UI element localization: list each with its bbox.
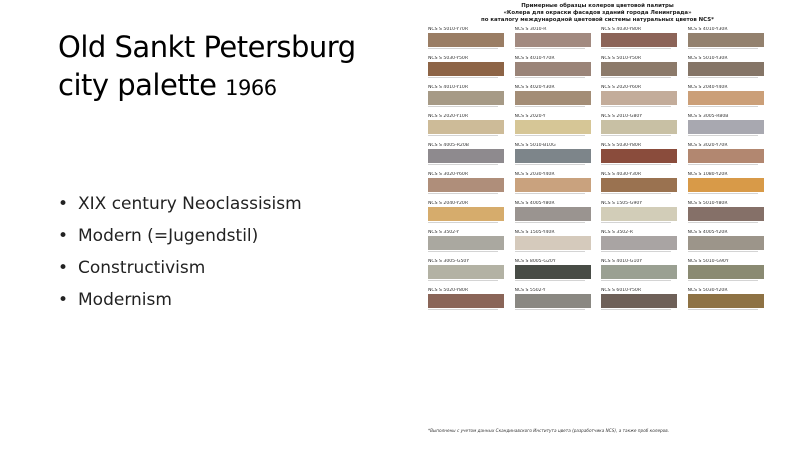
palette-heading-line: Примерные образцы колеров цветовой палитры — [521, 3, 674, 9]
swatch-cell — [601, 114, 677, 136]
swatch-cell — [688, 27, 764, 49]
swatch-code: NCS S 4010-Y30R — [687, 27, 728, 32]
swatch-cell — [428, 85, 504, 107]
bullet-item: • XIX century Neoclassisism — [58, 194, 302, 214]
swatch-caption-line — [515, 164, 585, 165]
swatch-code: NCS S 4010-Y10R — [428, 85, 469, 90]
swatch-cell — [428, 259, 504, 281]
swatch-cell — [515, 201, 591, 223]
swatch-caption-line — [688, 164, 758, 165]
swatch-caption-line — [688, 48, 758, 49]
swatch-cell — [688, 288, 764, 310]
swatch-cell — [601, 230, 677, 252]
color-swatch — [601, 265, 677, 279]
swatch-caption-line — [515, 77, 585, 78]
swatch-cell — [428, 172, 504, 194]
palette-heading — [395, 3, 800, 24]
swatch-caption-line — [515, 106, 585, 107]
swatch-code: NCS S 4020-Y30R — [514, 85, 555, 90]
swatch-caption-line — [601, 280, 671, 281]
swatch-caption-line — [515, 309, 585, 310]
color-swatch — [428, 265, 504, 279]
swatch-caption-line — [428, 48, 498, 49]
swatch-caption-line — [428, 193, 498, 194]
swatch-caption-line — [515, 135, 585, 136]
color-swatch — [688, 265, 764, 279]
color-swatch — [688, 236, 764, 250]
swatch-caption-line — [515, 193, 585, 194]
swatch-caption-line — [601, 193, 671, 194]
swatch-cell — [515, 259, 591, 281]
color-swatch — [428, 120, 504, 134]
bullet-text: Modernism — [78, 290, 172, 310]
swatch-cell — [601, 201, 677, 223]
bullet-item: • Modernism — [58, 290, 172, 310]
color-swatch — [688, 91, 764, 105]
swatch-cell — [688, 114, 764, 136]
swatch-code: NCS S 4030-Y80R — [601, 27, 642, 32]
swatch-code: NCS S 4010-Y70R — [514, 56, 555, 61]
swatch-code: NCS S 5502-Y — [514, 288, 546, 293]
swatch-code: NCS S 2010-G80Y — [601, 114, 643, 119]
swatch-cell — [515, 114, 591, 136]
color-swatch — [428, 236, 504, 250]
swatch-caption-line — [601, 251, 671, 252]
swatch-code: NCS S 2040-Y40R — [687, 85, 728, 90]
swatch-cell — [515, 230, 591, 252]
color-swatch — [601, 33, 677, 47]
color-swatch — [515, 294, 591, 308]
swatch-caption-line — [688, 77, 758, 78]
color-swatch — [601, 120, 677, 134]
swatch-caption-line — [601, 164, 671, 165]
swatch-cell — [688, 259, 764, 281]
swatch-cell — [601, 172, 677, 194]
swatch-cell — [428, 143, 504, 165]
color-swatch — [688, 207, 764, 221]
swatch-cell — [515, 288, 591, 310]
color-swatch — [601, 91, 677, 105]
swatch-caption-line — [428, 280, 498, 281]
swatch-caption-line — [688, 280, 758, 281]
palette-image — [395, 0, 800, 450]
swatch-cell — [688, 201, 764, 223]
swatch-code: NCS S 1505-Y40R — [514, 230, 555, 235]
swatch-code: NCS S 5010-Y80R — [687, 201, 728, 206]
swatch-code: NCS S 5030-Y50R — [428, 56, 469, 61]
swatch-code: NCS S 5010-Y30R — [687, 56, 728, 61]
swatch-grid — [428, 27, 764, 429]
bullet-item: • Modern (=Jugendstil) — [58, 226, 259, 246]
color-swatch — [688, 120, 764, 134]
swatch-code: NCS S 4010-G10Y — [601, 259, 643, 264]
swatch-cell — [688, 230, 764, 252]
swatch-caption-line — [515, 251, 585, 252]
swatch-code: NCS S 3005-R80B — [687, 114, 729, 119]
title-year: 1966 — [225, 76, 277, 100]
swatch-cell — [428, 288, 504, 310]
color-swatch — [601, 236, 677, 250]
swatch-code: NCS S 4005-R20B — [428, 143, 469, 148]
swatch-cell — [601, 27, 677, 49]
color-swatch — [515, 62, 591, 76]
swatch-caption-line — [688, 251, 758, 252]
swatch-code: NCS S 5010-B10G — [514, 143, 556, 148]
swatch-caption-line — [688, 106, 758, 107]
swatch-code: NCS S 8005-G20Y — [514, 259, 556, 264]
color-swatch — [515, 265, 591, 279]
color-swatch — [601, 207, 677, 221]
swatch-caption-line — [428, 309, 498, 310]
swatch-cell — [688, 85, 764, 107]
swatch-cell — [601, 288, 677, 310]
swatch-code: NCS S 3502-R — [601, 230, 633, 235]
swatch-caption-line — [428, 77, 498, 78]
palette-heading-line: по каталогу международной цветовой системы натуральных цветов NCS* — [481, 17, 714, 23]
swatch-caption-line — [428, 164, 498, 165]
swatch-caption-line — [688, 135, 758, 136]
swatch-code: NCS S 5030-Y20R — [687, 288, 728, 293]
color-swatch — [601, 294, 677, 308]
swatch-cell — [515, 172, 591, 194]
swatch-cell — [515, 56, 591, 78]
swatch-code: NCS S 1505-G90Y — [601, 201, 643, 206]
swatch-caption-line — [428, 251, 498, 252]
color-swatch — [515, 149, 591, 163]
color-swatch — [515, 207, 591, 221]
swatch-caption-line — [428, 222, 498, 223]
swatch-caption-line — [601, 309, 671, 310]
swatch-code: NCS S 3010-R — [514, 27, 547, 32]
color-swatch — [688, 33, 764, 47]
bullet-text: XIX century Neoclassisism — [78, 194, 302, 214]
swatch-caption-line — [601, 48, 671, 49]
swatch-cell — [428, 230, 504, 252]
bullet-list — [58, 188, 302, 316]
swatch-cell — [688, 56, 764, 78]
color-swatch — [515, 120, 591, 134]
color-swatch — [515, 178, 591, 192]
color-swatch — [688, 178, 764, 192]
swatch-cell — [601, 85, 677, 107]
swatch-caption-line — [515, 48, 585, 49]
swatch-code: NCS S 2040-Y20R — [428, 201, 469, 206]
swatch-cell — [428, 114, 504, 136]
swatch-caption-line — [688, 309, 758, 310]
swatch-code: NCS S 2020-Y60R — [601, 85, 642, 90]
swatch-caption-line — [515, 222, 585, 223]
swatch-cell — [515, 85, 591, 107]
color-swatch — [515, 91, 591, 105]
palette-footnote: *Выполнены с учетом данных Скандинавского Института цвета (разработчика NCS), а также проб колеров. — [428, 428, 670, 433]
swatch-caption-line — [601, 135, 671, 136]
swatch-code: NCS S 1080-Y20R — [687, 172, 728, 177]
swatch-code: NCS S 2020-Y10R — [428, 114, 469, 119]
swatch-code: NCS S 3020-Y70R — [687, 143, 728, 148]
swatch-cell — [688, 143, 764, 165]
swatch-code: NCS S 6010-Y50R — [601, 288, 642, 293]
swatch-cell — [601, 143, 677, 165]
color-swatch — [428, 294, 504, 308]
swatch-code: NCS S 3502-Y — [428, 230, 460, 235]
color-swatch — [601, 149, 677, 163]
swatch-cell — [515, 27, 591, 49]
swatch-code: NCS S 4005-Y20R — [687, 230, 728, 235]
color-swatch — [428, 62, 504, 76]
slide-title — [58, 28, 388, 107]
color-swatch — [515, 236, 591, 250]
swatch-caption-line — [688, 193, 758, 194]
swatch-caption-line — [515, 280, 585, 281]
color-swatch — [428, 207, 504, 221]
color-swatch — [688, 294, 764, 308]
color-swatch — [428, 178, 504, 192]
swatch-code: NCS S 5010-G90Y — [687, 259, 729, 264]
swatch-code: NCS S 3020-Y60R — [428, 172, 469, 177]
swatch-cell — [428, 27, 504, 49]
color-swatch — [428, 33, 504, 47]
swatch-caption-line — [601, 106, 671, 107]
bullet-item: • Constructivism — [58, 258, 206, 278]
swatch-caption-line — [601, 222, 671, 223]
swatch-cell — [601, 259, 677, 281]
swatch-cell — [428, 201, 504, 223]
color-swatch — [601, 178, 677, 192]
title-text: Old Sankt Petersburg city palette — [58, 30, 356, 102]
color-swatch — [688, 62, 764, 76]
swatch-code: NCS S 5030-Y80R — [601, 143, 642, 148]
swatch-code: NCS S 5010-Y70R — [428, 27, 469, 32]
swatch-caption-line — [428, 135, 498, 136]
bullet-text: Constructivism — [78, 258, 206, 278]
swatch-cell — [688, 172, 764, 194]
color-swatch — [601, 62, 677, 76]
color-swatch — [428, 149, 504, 163]
swatch-caption-line — [601, 77, 671, 78]
swatch-caption-line — [688, 222, 758, 223]
color-swatch — [515, 33, 591, 47]
swatch-cell — [601, 56, 677, 78]
swatch-code: NCS S 2020-Y — [514, 114, 546, 119]
swatch-cell — [428, 56, 504, 78]
swatch-code: NCS S 5010-Y50R — [601, 56, 642, 61]
swatch-code: NCS S 3005-G50Y — [428, 259, 470, 264]
swatch-code: NCS S 4005-Y80R — [514, 201, 555, 206]
palette-heading-line: «Колера для окраски фасадов зданий города Ленинграда» — [503, 10, 692, 16]
swatch-code: NCS S 4030-Y30R — [601, 172, 642, 177]
swatch-caption-line — [428, 106, 498, 107]
swatch-code: NCS S 2030-Y40R — [514, 172, 555, 177]
color-swatch — [688, 149, 764, 163]
swatch-code: NCS S 5020-Y80R — [428, 288, 469, 293]
swatch-cell — [515, 143, 591, 165]
bullet-text: Modern (=Jugendstil) — [78, 226, 259, 246]
color-swatch — [428, 91, 504, 105]
